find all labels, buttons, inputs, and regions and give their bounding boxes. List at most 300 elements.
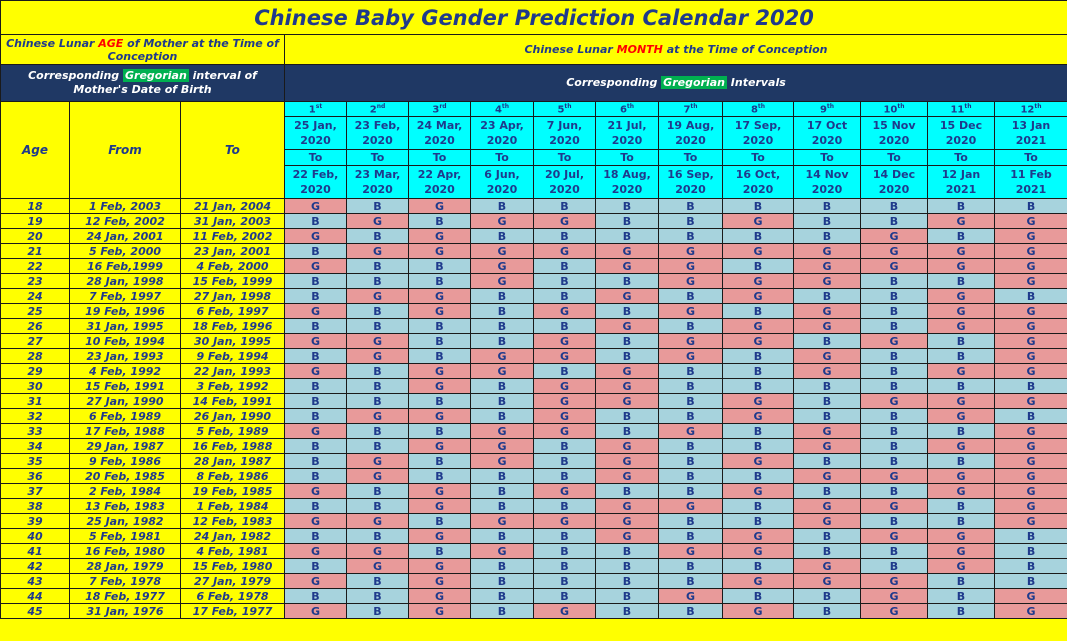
girl-prediction-cell: G: [995, 274, 1067, 289]
girl-prediction-cell: G: [409, 364, 471, 379]
girl-prediction-cell: G: [534, 214, 596, 229]
from-date-cell: 28 Jan, 1998: [70, 274, 181, 289]
month-start-date: 17 Oct 2020: [794, 117, 861, 150]
girl-prediction-cell: G: [928, 364, 995, 379]
from-date-cell: 31 Jan, 1995: [70, 319, 181, 334]
girl-prediction-cell: G: [723, 244, 794, 259]
boy-prediction-cell: B: [409, 214, 471, 229]
to-date-cell: 4 Feb, 2000: [181, 259, 285, 274]
girl-prediction-cell: G: [794, 259, 861, 274]
boy-prediction-cell: B: [794, 589, 861, 604]
girl-prediction-cell: G: [659, 244, 723, 259]
to-date-cell: 6 Feb, 1997: [181, 304, 285, 319]
month-to-label: To: [534, 150, 596, 166]
boy-prediction-cell: B: [659, 289, 723, 304]
to-date-cell: 6 Feb, 1978: [181, 589, 285, 604]
month-ordinal-suffix: nd: [376, 102, 386, 110]
girl-prediction-cell: G: [285, 574, 347, 589]
age-cell: 33: [1, 424, 70, 439]
boy-prediction-cell: B: [995, 379, 1067, 394]
age-cell: 38: [1, 499, 70, 514]
boy-prediction-cell: B: [409, 319, 471, 334]
boy-prediction-cell: B: [471, 484, 534, 499]
table-row: [1, 589, 1067, 604]
to-date-cell: 14 Feb, 1991: [181, 394, 285, 409]
month-ordinal: 1: [308, 104, 316, 116]
month-start-date: 21 Jul, 2020: [596, 117, 659, 150]
boy-prediction-cell: B: [471, 304, 534, 319]
girl-prediction-cell: G: [861, 529, 928, 544]
boy-prediction-cell: B: [347, 604, 409, 619]
age-cell: 21: [1, 244, 70, 259]
boy-prediction-cell: B: [659, 559, 723, 574]
month-ordinal-suffix: th: [1034, 102, 1042, 110]
boy-prediction-cell: B: [347, 379, 409, 394]
girl-prediction-cell: G: [596, 364, 659, 379]
girl-prediction-cell: G: [995, 349, 1067, 364]
to-date-cell: 31 Jan, 2003: [181, 214, 285, 229]
boy-prediction-cell: B: [471, 229, 534, 244]
boy-prediction-cell: B: [347, 274, 409, 289]
table-row: [1, 394, 1067, 409]
girl-prediction-cell: G: [794, 319, 861, 334]
girl-prediction-cell: G: [285, 544, 347, 559]
boy-prediction-cell: B: [471, 529, 534, 544]
month-start-date: 24 Mar, 2020: [409, 117, 471, 150]
girl-prediction-cell: G: [659, 304, 723, 319]
girl-prediction-cell: G: [723, 454, 794, 469]
girl-prediction-cell: G: [995, 259, 1067, 274]
gregorian-birth-highlight: Gregorian: [125, 69, 187, 82]
lunar-month-post: at the Time of Conception: [662, 43, 828, 56]
month-to-label: To: [659, 150, 723, 166]
girl-prediction-cell: G: [861, 334, 928, 349]
boy-prediction-cell: B: [285, 439, 347, 454]
table-row: [1, 349, 1067, 364]
month-end-date: 18 Aug, 2020: [596, 166, 659, 199]
boy-prediction-cell: B: [534, 589, 596, 604]
boy-prediction-cell: B: [723, 229, 794, 244]
age-cell: 32: [1, 409, 70, 424]
age-cell: 29: [1, 364, 70, 379]
girl-prediction-cell: G: [409, 379, 471, 394]
boy-prediction-cell: B: [596, 424, 659, 439]
boy-prediction-cell: B: [534, 364, 596, 379]
girl-prediction-cell: G: [723, 214, 794, 229]
gregorian-birth-header: [1, 65, 285, 102]
month-end-date: 20 Jul, 2020: [534, 166, 596, 199]
to-date-cell: 16 Feb, 1988: [181, 439, 285, 454]
age-cell: 41: [1, 544, 70, 559]
boy-prediction-cell: B: [285, 319, 347, 334]
month-ordinal-suffix: th: [501, 102, 510, 110]
boy-prediction-cell: B: [794, 409, 861, 424]
from-date-cell: 18 Feb, 1977: [70, 589, 181, 604]
boy-prediction-cell: B: [347, 529, 409, 544]
boy-prediction-cell: B: [471, 409, 534, 424]
boy-prediction-cell: B: [659, 379, 723, 394]
month-end-date: 14 Nov 2020: [794, 166, 861, 199]
girl-prediction-cell: G: [409, 439, 471, 454]
girl-prediction-cell: G: [285, 484, 347, 499]
boy-prediction-cell: B: [659, 214, 723, 229]
month-number: [347, 102, 409, 117]
age-cell: 37: [1, 484, 70, 499]
girl-prediction-cell: G: [723, 289, 794, 304]
boy-prediction-cell: B: [285, 394, 347, 409]
lunar-month-header: [285, 35, 1067, 65]
boy-prediction-cell: B: [995, 559, 1067, 574]
boy-prediction-cell: B: [596, 484, 659, 499]
boy-prediction-cell: B: [723, 379, 794, 394]
to-date-cell: 8 Feb, 1986: [181, 469, 285, 484]
to-date-cell: 17 Feb, 1977: [181, 604, 285, 619]
age-column-header: Age: [1, 102, 70, 199]
gregorian-birth-pre: Corresponding: [28, 69, 123, 82]
girl-prediction-cell: G: [596, 439, 659, 454]
girl-prediction-cell: G: [347, 214, 409, 229]
girl-prediction-cell: G: [596, 394, 659, 409]
boy-prediction-cell: B: [928, 514, 995, 529]
girl-prediction-cell: G: [347, 334, 409, 349]
boy-prediction-cell: B: [861, 349, 928, 364]
girl-prediction-cell: G: [596, 319, 659, 334]
boy-prediction-cell: B: [928, 454, 995, 469]
boy-prediction-cell: B: [596, 214, 659, 229]
girl-prediction-cell: G: [659, 349, 723, 364]
month-ordinal-suffix: th: [690, 102, 698, 110]
age-cell: 19: [1, 214, 70, 229]
girl-prediction-cell: G: [659, 259, 723, 274]
from-date-cell: 25 Jan, 1982: [70, 514, 181, 529]
month-number: [409, 102, 471, 117]
age-cell: 22: [1, 259, 70, 274]
girl-prediction-cell: G: [409, 559, 471, 574]
to-date-cell: 26 Jan, 1990: [181, 409, 285, 424]
month-ordinal-suffix: th: [757, 102, 766, 110]
month-number: [659, 102, 723, 117]
boy-prediction-cell: B: [723, 589, 794, 604]
table-row: [1, 319, 1067, 334]
from-date-cell: 16 Feb, 1980: [70, 544, 181, 559]
boy-prediction-cell: B: [659, 439, 723, 454]
age-cell: 40: [1, 529, 70, 544]
boy-prediction-cell: B: [659, 484, 723, 499]
month-ordinal: 5: [557, 104, 565, 116]
boy-prediction-cell: B: [285, 274, 347, 289]
from-date-cell: 4 Feb, 1992: [70, 364, 181, 379]
boy-prediction-cell: B: [596, 589, 659, 604]
from-date-cell: 13 Feb, 1983: [70, 499, 181, 514]
boy-prediction-cell: B: [596, 304, 659, 319]
girl-prediction-cell: G: [534, 334, 596, 349]
girl-prediction-cell: G: [861, 244, 928, 259]
boy-prediction-cell: B: [347, 199, 409, 214]
age-cell: 44: [1, 589, 70, 604]
boy-prediction-cell: B: [794, 334, 861, 349]
girl-prediction-cell: G: [596, 259, 659, 274]
boy-prediction-cell: B: [409, 454, 471, 469]
girl-prediction-cell: G: [596, 469, 659, 484]
page-title: Chinese Baby Gender Prediction Calendar 2020: [1, 1, 1067, 35]
to-date-cell: 30 Jan, 1995: [181, 334, 285, 349]
table-row: [1, 304, 1067, 319]
month-end-date: 6 Jun, 2020: [471, 166, 534, 199]
girl-prediction-cell: G: [723, 274, 794, 289]
boy-prediction-cell: B: [659, 199, 723, 214]
boy-prediction-cell: B: [861, 289, 928, 304]
girl-prediction-cell: G: [861, 589, 928, 604]
boy-prediction-cell: B: [471, 379, 534, 394]
boy-prediction-cell: B: [723, 559, 794, 574]
girl-prediction-cell: G: [995, 604, 1067, 619]
girl-prediction-cell: G: [995, 319, 1067, 334]
month-start-date: 15 Dec 2020: [928, 117, 995, 150]
girl-prediction-cell: G: [861, 604, 928, 619]
table-row: [1, 199, 1067, 214]
girl-prediction-cell: G: [995, 244, 1067, 259]
boy-prediction-cell: B: [347, 229, 409, 244]
girl-prediction-cell: G: [928, 244, 995, 259]
girl-prediction-cell: G: [928, 484, 995, 499]
from-date-cell: 5 Feb, 2000: [70, 244, 181, 259]
gregorian-intervals-highlight: Gregorian: [663, 76, 725, 89]
boy-prediction-cell: B: [285, 469, 347, 484]
boy-prediction-cell: B: [861, 214, 928, 229]
girl-prediction-cell: G: [409, 499, 471, 514]
lunar-age-post: of Mother at the Time of Conception: [107, 36, 279, 63]
girl-prediction-cell: G: [794, 499, 861, 514]
from-date-cell: 12 Feb, 2002: [70, 214, 181, 229]
girl-prediction-cell: G: [534, 304, 596, 319]
to-date-cell: 28 Jan, 1987: [181, 454, 285, 469]
girl-prediction-cell: G: [285, 259, 347, 274]
boy-prediction-cell: B: [347, 394, 409, 409]
boy-prediction-cell: B: [995, 574, 1067, 589]
boy-prediction-cell: B: [347, 589, 409, 604]
month-end-date: 14 Dec 2020: [861, 166, 928, 199]
boy-prediction-cell: B: [928, 574, 995, 589]
girl-prediction-cell: G: [723, 604, 794, 619]
girl-prediction-cell: G: [794, 349, 861, 364]
boy-prediction-cell: B: [596, 559, 659, 574]
girl-prediction-cell: G: [995, 334, 1067, 349]
age-cell: 27: [1, 334, 70, 349]
boy-prediction-cell: B: [347, 574, 409, 589]
girl-prediction-cell: G: [794, 304, 861, 319]
girl-prediction-cell: G: [596, 454, 659, 469]
boy-prediction-cell: B: [723, 304, 794, 319]
girl-prediction-cell: G: [471, 514, 534, 529]
boy-prediction-cell: B: [596, 229, 659, 244]
girl-prediction-cell: G: [409, 229, 471, 244]
boy-prediction-cell: B: [285, 214, 347, 229]
boy-prediction-cell: B: [659, 364, 723, 379]
boy-prediction-cell: B: [995, 199, 1067, 214]
boy-prediction-cell: B: [596, 334, 659, 349]
table-row: [1, 289, 1067, 304]
boy-prediction-cell: B: [285, 529, 347, 544]
girl-prediction-cell: G: [659, 499, 723, 514]
boy-prediction-cell: B: [285, 244, 347, 259]
month-end-date: 23 Mar, 2020: [347, 166, 409, 199]
from-date-cell: 5 Feb, 1981: [70, 529, 181, 544]
age-cell: 26: [1, 319, 70, 334]
girl-prediction-cell: G: [995, 304, 1067, 319]
girl-prediction-cell: G: [794, 574, 861, 589]
table-row: [1, 544, 1067, 559]
boy-prediction-cell: B: [794, 604, 861, 619]
table-row: [1, 559, 1067, 574]
boy-prediction-cell: B: [995, 289, 1067, 304]
month-to-label: To: [409, 150, 471, 166]
boy-prediction-cell: B: [794, 529, 861, 544]
girl-prediction-cell: G: [723, 484, 794, 499]
table-row: [1, 454, 1067, 469]
girl-prediction-cell: G: [347, 289, 409, 304]
boy-prediction-cell: B: [471, 319, 534, 334]
girl-prediction-cell: G: [928, 559, 995, 574]
girl-prediction-cell: G: [534, 514, 596, 529]
boy-prediction-cell: B: [534, 559, 596, 574]
boy-prediction-cell: B: [861, 544, 928, 559]
boy-prediction-cell: B: [471, 394, 534, 409]
boy-prediction-cell: B: [534, 574, 596, 589]
boy-prediction-cell: B: [928, 604, 995, 619]
boy-prediction-cell: B: [861, 379, 928, 394]
month-to-label: To: [347, 150, 409, 166]
month-ordinal-suffix: th: [626, 102, 635, 110]
to-date-cell: 3 Feb, 1992: [181, 379, 285, 394]
table-row: [1, 214, 1067, 229]
month-ordinal: 2: [369, 104, 377, 116]
boy-prediction-cell: B: [596, 574, 659, 589]
from-date-cell: 29 Jan, 1987: [70, 439, 181, 454]
girl-prediction-cell: G: [471, 364, 534, 379]
from-date-cell: 17 Feb, 1988: [70, 424, 181, 439]
boy-prediction-cell: B: [471, 499, 534, 514]
boy-prediction-cell: B: [861, 484, 928, 499]
girl-prediction-cell: G: [285, 229, 347, 244]
boy-prediction-cell: B: [409, 469, 471, 484]
boy-prediction-cell: B: [928, 589, 995, 604]
month-number: [928, 102, 995, 117]
girl-prediction-cell: G: [794, 274, 861, 289]
to-column-header: To: [181, 102, 285, 199]
boy-prediction-cell: B: [861, 559, 928, 574]
girl-prediction-cell: G: [723, 394, 794, 409]
month-number: [723, 102, 794, 117]
to-date-cell: 12 Feb, 1983: [181, 514, 285, 529]
boy-prediction-cell: B: [285, 379, 347, 394]
boy-prediction-cell: B: [471, 334, 534, 349]
to-date-cell: 18 Feb, 1996: [181, 319, 285, 334]
to-date-cell: 1 Feb, 1984: [181, 499, 285, 514]
girl-prediction-cell: G: [995, 424, 1067, 439]
lunar-month-highlight: MONTH: [616, 43, 663, 56]
month-to-label: To: [794, 150, 861, 166]
boy-prediction-cell: B: [861, 454, 928, 469]
to-date-cell: 5 Feb, 1989: [181, 424, 285, 439]
girl-prediction-cell: G: [596, 244, 659, 259]
girl-prediction-cell: G: [995, 214, 1067, 229]
boy-prediction-cell: B: [794, 289, 861, 304]
girl-prediction-cell: G: [995, 589, 1067, 604]
to-date-cell: 9 Feb, 1994: [181, 349, 285, 364]
girl-prediction-cell: G: [409, 484, 471, 499]
boy-prediction-cell: B: [534, 199, 596, 214]
table-row: [1, 499, 1067, 514]
from-date-cell: 27 Jan, 1990: [70, 394, 181, 409]
girl-prediction-cell: G: [596, 379, 659, 394]
boy-prediction-cell: B: [534, 289, 596, 304]
boy-prediction-cell: B: [995, 544, 1067, 559]
girl-prediction-cell: G: [596, 529, 659, 544]
boy-prediction-cell: B: [409, 334, 471, 349]
girl-prediction-cell: G: [347, 514, 409, 529]
month-start-date: 17 Sep, 2020: [723, 117, 794, 150]
boy-prediction-cell: B: [723, 439, 794, 454]
from-date-cell: 16 Feb,1999: [70, 259, 181, 274]
boy-prediction-cell: B: [534, 469, 596, 484]
table-row: [1, 439, 1067, 454]
table-row: [1, 334, 1067, 349]
month-ordinal-suffix: st: [315, 102, 323, 110]
month-ordinal: 6: [619, 104, 627, 116]
girl-prediction-cell: G: [928, 469, 995, 484]
girl-prediction-cell: G: [534, 604, 596, 619]
boy-prediction-cell: B: [723, 514, 794, 529]
table-row: [1, 514, 1067, 529]
boy-prediction-cell: B: [928, 199, 995, 214]
month-number: [285, 102, 347, 117]
girl-prediction-cell: G: [861, 394, 928, 409]
boy-prediction-cell: B: [861, 199, 928, 214]
age-cell: 28: [1, 349, 70, 364]
boy-prediction-cell: B: [723, 499, 794, 514]
from-date-cell: 24 Jan, 2001: [70, 229, 181, 244]
boy-prediction-cell: B: [471, 559, 534, 574]
girl-prediction-cell: G: [471, 439, 534, 454]
girl-prediction-cell: G: [928, 529, 995, 544]
boy-prediction-cell: B: [534, 499, 596, 514]
month-to-label: To: [861, 150, 928, 166]
girl-prediction-cell: G: [285, 334, 347, 349]
to-date-cell: 23 Jan, 2001: [181, 244, 285, 259]
boy-prediction-cell: B: [285, 589, 347, 604]
lunar-age-pre: Chinese Lunar: [6, 36, 99, 50]
girl-prediction-cell: G: [471, 274, 534, 289]
month-to-label: To: [596, 150, 659, 166]
boy-prediction-cell: B: [471, 589, 534, 604]
month-to-label: To: [285, 150, 347, 166]
girl-prediction-cell: G: [471, 259, 534, 274]
to-date-cell: 27 Jan, 1998: [181, 289, 285, 304]
girl-prediction-cell: G: [928, 544, 995, 559]
boy-prediction-cell: B: [659, 454, 723, 469]
boy-prediction-cell: B: [861, 319, 928, 334]
from-date-cell: 7 Feb, 1997: [70, 289, 181, 304]
age-cell: 45: [1, 604, 70, 619]
to-date-cell: 19 Feb, 1985: [181, 484, 285, 499]
table-row: [1, 274, 1067, 289]
boy-prediction-cell: B: [471, 604, 534, 619]
girl-prediction-cell: G: [534, 379, 596, 394]
girl-prediction-cell: G: [928, 289, 995, 304]
boy-prediction-cell: B: [723, 469, 794, 484]
month-ordinal: 9: [819, 104, 827, 116]
table-row: [1, 409, 1067, 424]
